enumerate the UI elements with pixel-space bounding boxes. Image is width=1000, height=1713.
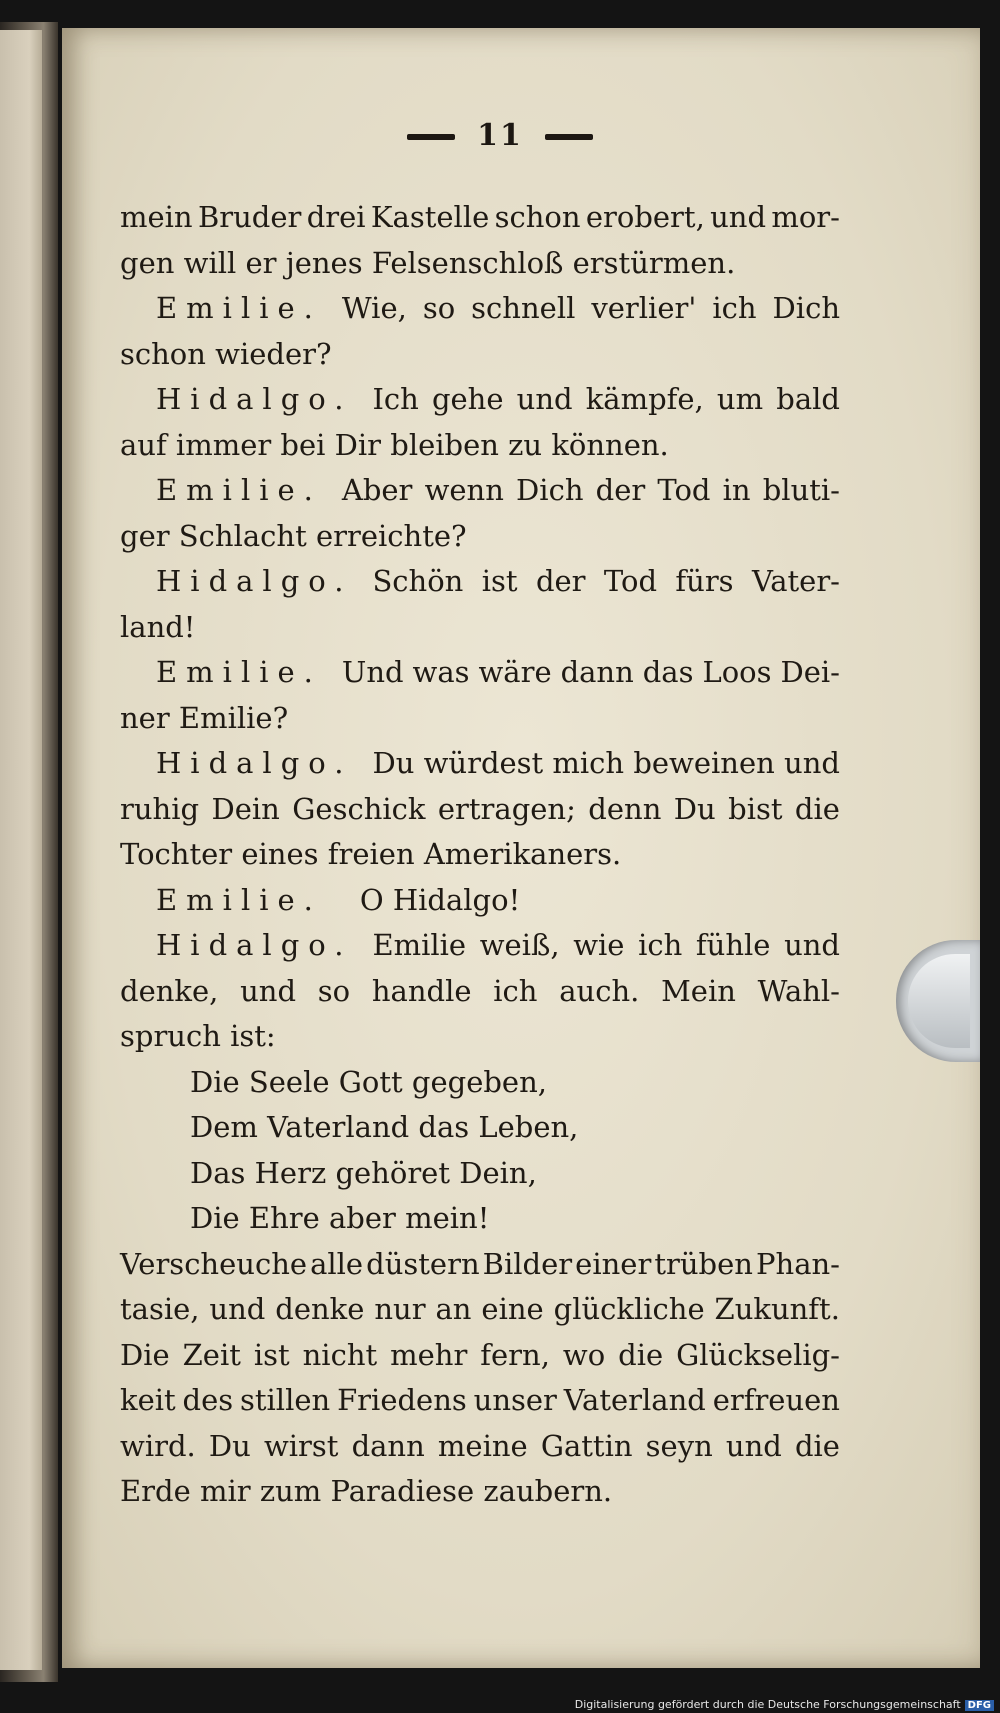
text-line [120, 423, 840, 469]
word: Verscheuche [120, 1246, 308, 1281]
word: der [535, 564, 586, 598]
text-line [120, 514, 840, 560]
word: Bruder [197, 200, 302, 234]
line-text [372, 377, 840, 423]
word: ist [481, 564, 518, 598]
word: Wahl- [757, 973, 840, 1008]
verse-line [120, 1105, 840, 1151]
word: handle [371, 973, 472, 1008]
word: Wie, [341, 291, 407, 325]
line-text [342, 286, 840, 332]
word: ich [638, 928, 683, 962]
word: bluti- [762, 473, 840, 507]
word: die [794, 1428, 840, 1463]
text-line [120, 1287, 840, 1333]
word: mein [120, 200, 193, 234]
word: ruhig [120, 791, 200, 826]
word: Glückselig- [676, 1337, 840, 1372]
word: weiß, [479, 928, 560, 962]
word: ertragen; [437, 791, 576, 826]
text-line [120, 1378, 840, 1424]
word: Mein [661, 973, 736, 1008]
page-header [0, 118, 1000, 153]
word: Bilder [482, 1246, 573, 1281]
line-text [120, 1287, 840, 1333]
word: denn [588, 791, 662, 826]
word: Ich [372, 382, 419, 416]
text-line [120, 832, 840, 878]
line-text [372, 923, 840, 969]
word: wäre [478, 655, 552, 689]
word: ist [253, 1337, 290, 1372]
text-line [120, 969, 840, 1015]
word: der [595, 473, 646, 507]
word: Du [208, 1428, 251, 1463]
text-line [120, 1333, 840, 1379]
page-clip [896, 940, 980, 1062]
word: glückliche [553, 1292, 705, 1326]
word: wenn [424, 473, 504, 507]
line-text [342, 468, 840, 514]
word: meine [437, 1428, 528, 1463]
word: des [182, 1383, 234, 1417]
line-text: spruch ist: [120, 1019, 276, 1053]
word: nicht [302, 1337, 378, 1372]
word: Gattin [540, 1428, 633, 1463]
line-text: Tochter eines freien Amerikaners. [120, 837, 622, 871]
word: Tod [657, 473, 711, 507]
line-text [120, 787, 840, 833]
header-dash-right [545, 134, 593, 140]
speaker-name: Hidalgo. [156, 746, 353, 780]
text-line [120, 377, 840, 423]
word: Dein [211, 791, 280, 826]
word: und [240, 973, 297, 1008]
word: drei [306, 200, 366, 234]
word: eine [481, 1292, 544, 1326]
text-line [120, 650, 840, 696]
word: erfreuen [712, 1383, 840, 1417]
word: Du [372, 746, 415, 780]
word: fürs [675, 564, 734, 598]
line-text: O Hidalgo! [359, 882, 521, 917]
line-text: ner Emilie? [120, 700, 289, 735]
word: Dei- [780, 655, 840, 689]
page-number: 11 [477, 118, 523, 153]
word: würdest [423, 746, 544, 780]
line-text [120, 1242, 840, 1288]
line-text: schon wieder? [120, 336, 332, 371]
word: einer [575, 1246, 652, 1281]
word: auch. [559, 973, 640, 1008]
word: bist [728, 791, 783, 826]
word: alle [310, 1246, 364, 1281]
line-text [120, 1424, 840, 1470]
header-dash-left [407, 134, 455, 140]
word: nur [374, 1292, 426, 1326]
word: Phan- [756, 1246, 840, 1281]
line-text: Die Ehre aber mein! [190, 1201, 490, 1235]
line-text: Das Herz gehöret Dein, [190, 1155, 537, 1190]
line-text: Die Seele Gott gegeben, [190, 1064, 547, 1099]
word: mor- [771, 200, 840, 234]
word: Die [120, 1337, 170, 1372]
word: so [422, 291, 456, 325]
verse-line [120, 1060, 840, 1106]
text-line [120, 787, 840, 833]
line-text [372, 741, 840, 787]
text-line [120, 332, 840, 378]
word: stillen [240, 1383, 331, 1417]
word: seyn [645, 1428, 713, 1463]
word: düstern [366, 1246, 480, 1281]
word: und [784, 746, 840, 780]
word: denke, [120, 973, 219, 1008]
previous-page-edge [0, 30, 42, 1670]
word: Loos [702, 655, 772, 689]
line-text: Dem Vaterland das Leben, [190, 1110, 579, 1144]
word: und [725, 1428, 782, 1463]
text-line [120, 741, 840, 787]
word: beweinen [633, 746, 775, 780]
word: gehe [431, 382, 504, 416]
word: unser [473, 1383, 557, 1417]
word: das [642, 655, 694, 689]
digitization-credit [575, 1698, 994, 1711]
word: erobert, [585, 200, 705, 234]
line-text [120, 195, 840, 241]
line-text: auf immer bei Dir bleiben zu können. [120, 427, 669, 462]
word: an [435, 1292, 472, 1326]
verse-line [120, 1151, 840, 1197]
word: Zeit [182, 1337, 241, 1372]
word: wie [573, 928, 625, 962]
text-line [120, 286, 840, 332]
word: bald [776, 382, 840, 416]
word: tasie, [120, 1292, 200, 1326]
word: Kastelle [370, 200, 490, 234]
text-line [120, 1014, 840, 1060]
word: und [209, 1292, 266, 1326]
text-line [120, 878, 840, 924]
word: wirst [263, 1428, 339, 1463]
verse-line [120, 1196, 840, 1242]
text-line [120, 468, 840, 514]
line-text [120, 1378, 840, 1424]
word: ich [712, 291, 757, 325]
word: Du [673, 791, 716, 826]
speaker-name: Hidalgo. [156, 564, 353, 598]
word: Und [341, 655, 404, 689]
word: dann [560, 655, 634, 689]
text-line [120, 195, 840, 241]
word: kämpfe, [585, 382, 704, 416]
word: Schön [372, 564, 464, 598]
word: und [516, 382, 573, 416]
line-text: Erde mir zum Paradiese zaubern. [120, 1474, 613, 1508]
line-text: gen will er jenes Felsenschloß erstürmen. [120, 245, 736, 280]
word: mich [552, 746, 625, 780]
speaker-name: Hidalgo. [156, 928, 353, 962]
word: die [794, 791, 840, 826]
credit-text: Digitalisierung gefördert durch die Deutsche Forschungsgemeinschaft [574, 1698, 961, 1711]
word: und [784, 928, 840, 962]
line-text [120, 1333, 840, 1379]
word: was [412, 655, 470, 689]
word: Friedens [337, 1383, 467, 1417]
word: Zukunft. [714, 1292, 840, 1326]
word: fern, [480, 1337, 550, 1372]
speaker-name: Hidalgo. [156, 382, 353, 416]
line-text [120, 969, 840, 1015]
speaker-name: Emilie. [156, 882, 322, 917]
word: Dich [772, 291, 840, 325]
text-line [120, 1469, 840, 1515]
text-line [120, 559, 840, 605]
word: Geschick [292, 791, 426, 826]
text-line [120, 1424, 840, 1470]
word: Emilie [372, 928, 467, 962]
text-line [120, 696, 840, 742]
word: wo [562, 1337, 606, 1372]
word: und [710, 200, 767, 234]
word: keit [120, 1383, 176, 1417]
word: verlier' [591, 291, 697, 325]
line-text [342, 650, 840, 696]
word: die [618, 1337, 664, 1372]
word: denke [275, 1292, 365, 1326]
word: Dich [516, 473, 584, 507]
text-line [120, 923, 840, 969]
line-text: land! [120, 609, 196, 644]
text-line [120, 1242, 840, 1288]
word: fühle [695, 928, 771, 962]
word: schnell [471, 291, 576, 325]
body-text [120, 195, 840, 1515]
speaker-name: Emilie. [156, 291, 322, 325]
word: Aber [341, 473, 413, 507]
speaker-name: Emilie. [156, 473, 322, 507]
speaker-name: Emilie. [156, 655, 322, 689]
line-text: ger Schlacht erreichte? [120, 518, 467, 553]
word: Vaterland [563, 1383, 706, 1417]
word: ich [493, 973, 538, 1008]
line-text [372, 559, 840, 605]
text-line [120, 605, 840, 651]
word: mehr [390, 1337, 468, 1372]
word: wird. [120, 1428, 196, 1463]
word: Tod [603, 564, 658, 598]
word: schon [494, 200, 581, 234]
word: um [716, 382, 764, 416]
word: Vater- [751, 564, 840, 598]
word: in [722, 473, 751, 507]
dfg-logo: DFG [965, 1700, 994, 1711]
word: so [317, 973, 351, 1008]
word: trüben [654, 1246, 753, 1281]
text-line [120, 241, 840, 287]
word: dann [351, 1428, 425, 1463]
